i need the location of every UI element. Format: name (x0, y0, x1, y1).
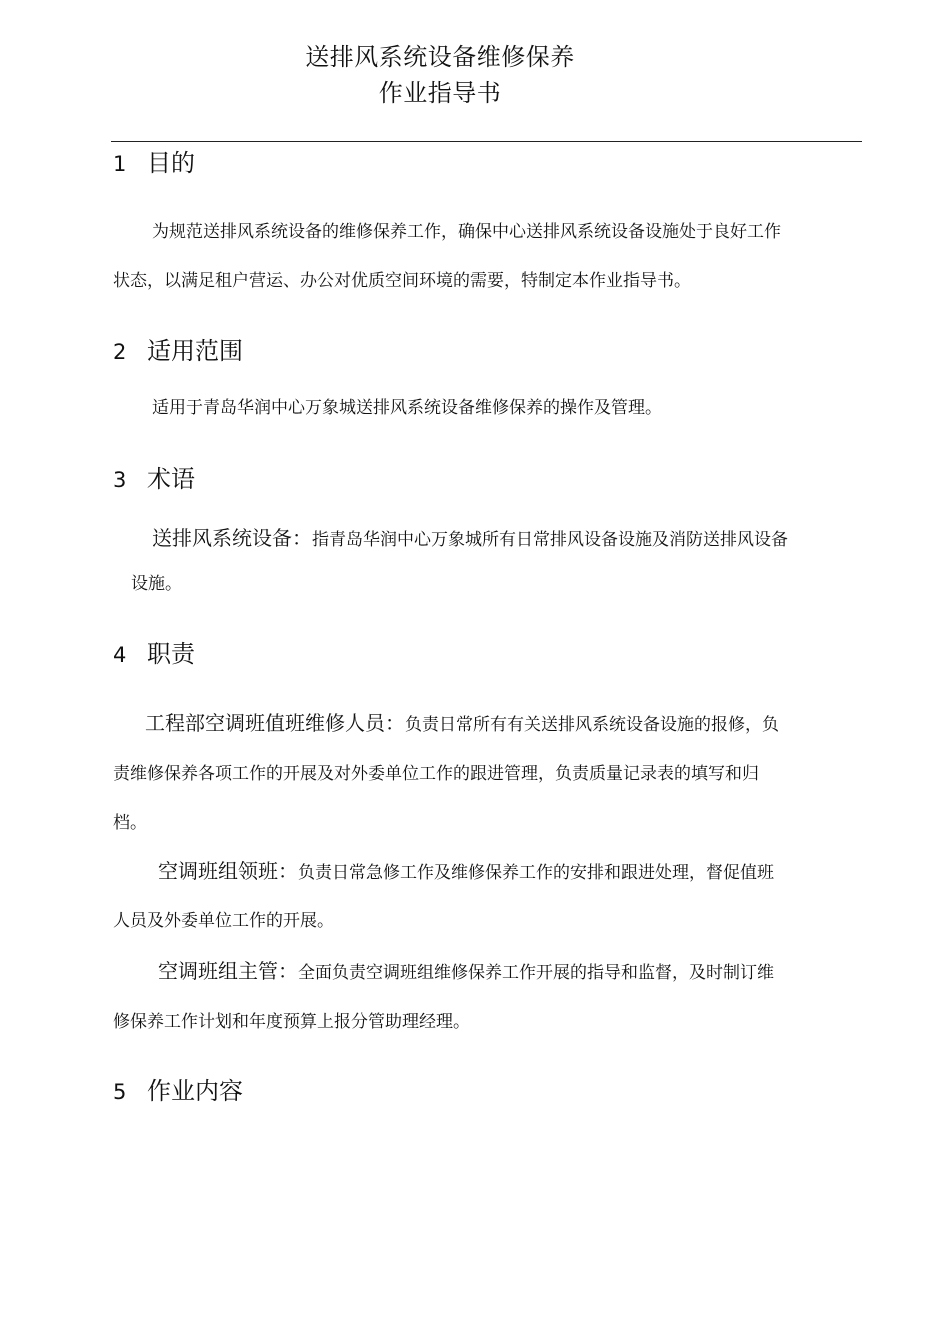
section-title: 职责 (147, 640, 195, 668)
role-duty (158, 859, 774, 885)
title-line-2: 作业指导书 (378, 79, 502, 107)
role-duty (158, 959, 774, 985)
paragraph-line: 档。 (113, 813, 147, 833)
role-text: 全面负责空调班组维修保养工作开展的指导和监督，及时制订维 (298, 963, 774, 983)
term-label: 送排风系统设备： (152, 526, 312, 550)
role-label: 空调班组领班： (158, 859, 298, 883)
paragraph-line: 为规范送排风系统设备的维修保养工作，确保中心送排风系统设备设施处于良好工作 (152, 222, 781, 242)
paragraph-line: 设施。 (131, 574, 182, 594)
section-number: 2 (113, 340, 127, 364)
term-text: 指青岛华润中心万象城所有日常排风设备设施及消防送排风设备 (312, 530, 788, 550)
section-5-heading (113, 1076, 243, 1107)
title-line-1: 送排风系统设备维修保养 (305, 43, 575, 71)
role-text: 负责日常所有有关送排风系统设备设施的报修，负 (405, 715, 779, 735)
term-definition (152, 526, 788, 552)
section-1-heading (113, 148, 195, 179)
section-number: 3 (113, 468, 127, 492)
section-title: 适用范围 (147, 337, 243, 365)
section-2-heading (113, 336, 243, 367)
paragraph-line: 适用于青岛华润中心万象城送排风系统设备维修保养的操作及管理。 (152, 398, 662, 418)
paragraph-line: 修保养工作计划和年度预算上报分管助理经理。 (113, 1012, 470, 1032)
paragraph-line: 人员及外委单位工作的开展。 (113, 911, 334, 931)
role-text: 负责日常急修工作及维修保养工作的安排和跟进处理，督促值班 (298, 863, 774, 883)
section-3-heading (113, 464, 195, 495)
section-number: 4 (113, 643, 127, 667)
section-4-heading (113, 639, 195, 670)
section-title: 术语 (147, 465, 195, 493)
role-duty (145, 711, 779, 737)
section-number: 5 (113, 1080, 127, 1104)
paragraph-line: 状态，以满足租户营运、办公对优质空间环境的需要，特制定本作业指导书。 (113, 271, 691, 291)
section-number: 1 (113, 152, 127, 176)
header-divider (111, 141, 862, 142)
section-title: 作业内容 (147, 1077, 243, 1105)
role-label: 空调班组主管： (158, 959, 298, 983)
role-label: 工程部空调班值班维修人员： (145, 711, 405, 735)
paragraph-line: 责维修保养各项工作的开展及对外委单位工作的跟进管理，负责质量记录表的填写和归 (113, 764, 759, 784)
section-title: 目的 (147, 149, 195, 177)
